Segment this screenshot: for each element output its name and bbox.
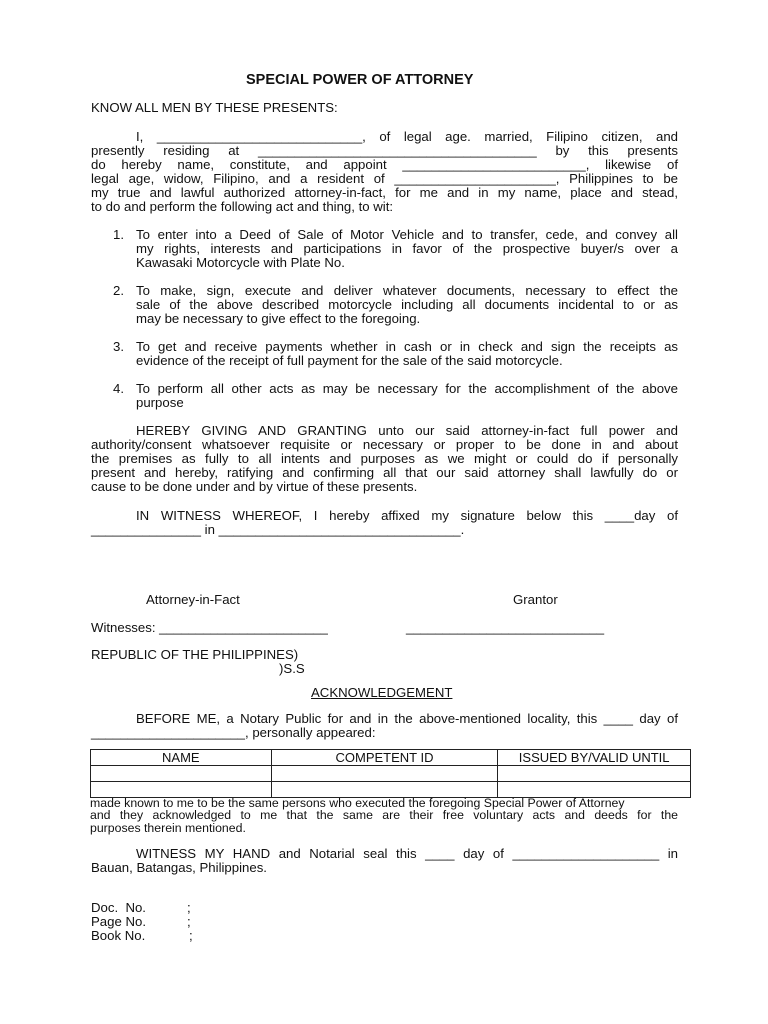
document-title: SPECIAL POWER OF ATTORNEY — [246, 72, 474, 88]
book-no-sep: ; — [189, 928, 193, 943]
venue-ss: )S.S — [279, 661, 305, 676]
grantor-label: Grantor — [513, 592, 558, 607]
item-2-line3: may be necessary to give effect to the foregoing. — [136, 311, 421, 326]
item-4-line1: To perform all other acts as may be necessary for the accomplishment of the above — [136, 381, 678, 396]
closing-line3: purposes therein mentioned. — [90, 821, 246, 835]
witnesses-line: Witnesses: _______________________ — [91, 620, 328, 635]
page-no-label: Page No. — [91, 914, 146, 929]
para1-line1: I, ____________________________, of legal age. married, Filipino citizen, and — [136, 129, 678, 144]
table-cell[interactable] — [91, 766, 272, 782]
para2-line1: HEREBY GIVING AND GRANTING unto our said attorney-in-fact full power and — [136, 423, 678, 438]
item-2-line1: To make, sign, execute and deliver whatever documents, necessary to effect the — [136, 283, 678, 298]
item-number: 1. — [113, 227, 124, 242]
para1-line2: presently residing at ______________________________________ by this presents — [91, 143, 678, 158]
item-2-line2: sale of the above described motorcycle including all documents incidental to or as — [136, 297, 678, 312]
item-3-line1: To get and receive payments whether in cash or in check and sign the receipts as — [136, 339, 678, 354]
table-cell[interactable] — [498, 766, 691, 782]
para1-line4: legal age, widow, Filipino, and a resident of ______________________, Philippines to be — [91, 171, 678, 186]
item-4-line2: purpose — [136, 395, 184, 410]
item-3-line2: evidence of the receipt of full payment for the sale of the said motorcycle. — [136, 353, 563, 368]
para2-line4: present and hereby, ratifying and confirming all that our said attorney shall lawfully do or — [91, 465, 678, 480]
acknowledgement-line2: _____________________, personally appeared: — [91, 725, 376, 740]
page-no-sep: ; — [187, 914, 191, 929]
table-cell[interactable] — [271, 766, 498, 782]
table-header-competent-id: COMPETENT ID — [271, 750, 498, 766]
item-1-line3: Kawasaki Motorcycle with Plate No. — [136, 255, 345, 270]
table-header-name: NAME — [91, 750, 272, 766]
witness-signature-line: ___________________________ — [406, 620, 605, 635]
acknowledgement-heading: ACKNOWLEDGEMENT — [311, 685, 453, 700]
item-1-line1: To enter into a Deed of Sale of Motor Vehicle and to transfer, cede, and convey all — [136, 227, 678, 242]
venue-republic: REPUBLIC OF THE PHILIPPINES) — [91, 647, 299, 662]
attorney-in-fact-label: Attorney-in-Fact — [146, 592, 240, 607]
para1-line5: my true and lawful authorized attorney-in-fact, for me and in my name, place and stead, — [91, 185, 678, 200]
doc-no-sep: ; — [187, 900, 191, 915]
intro-line: KNOW ALL MEN BY THESE PRESENTS: — [91, 100, 338, 115]
item-number: 2. — [113, 283, 124, 298]
para2-line2: authority/consent whatsoever requisite or necessary or proper to be done in and about — [91, 437, 678, 452]
notarial-line2: Bauan, Batangas, Philippines. — [91, 860, 267, 875]
acknowledgement-line1: BEFORE ME, a Notary Public for and in the above-mentioned locality, this ____ day of — [136, 711, 678, 726]
para2-line5: cause to be done under and by virtue of these presents. — [91, 479, 418, 494]
witness-line1: IN WITNESS WHEREOF, I hereby affixed my signature below this ____day of — [136, 508, 678, 523]
table-header-row — [91, 750, 691, 766]
item-number: 3. — [113, 339, 124, 354]
table-header-issued-by: ISSUED BY/VALID UNTIL — [498, 750, 691, 766]
para1-line6: to do and perform the following act and thing, to wit: — [91, 199, 394, 214]
table-row — [91, 766, 691, 782]
item-number: 4. — [113, 381, 124, 396]
para1-line3: do hereby name, constitute, and appoint _________________________, likewise of — [91, 157, 678, 172]
item-1-line2: my rights, interests and participations in favor of the prospective buyer/s over a — [136, 241, 678, 256]
closing-line2: and they acknowledged to me that the same are their free voluntary acts and deeds for the — [90, 808, 678, 822]
witness-line2: _______________ in _________________________________. — [91, 522, 465, 537]
notarial-line1: WITNESS MY HAND and Notarial seal this ____ day of ____________________ in — [136, 846, 678, 861]
competent-id-table — [90, 749, 691, 798]
closing-line1: made known to me to be the same persons who executed the foregoing Special Power of Attorney — [90, 796, 625, 810]
book-no-label: Book No. — [91, 928, 146, 943]
para2-line3: the premises as fully to all intents and purposes as we might or could do if personally — [91, 451, 678, 466]
doc-no-label: Doc. No. — [91, 900, 146, 915]
